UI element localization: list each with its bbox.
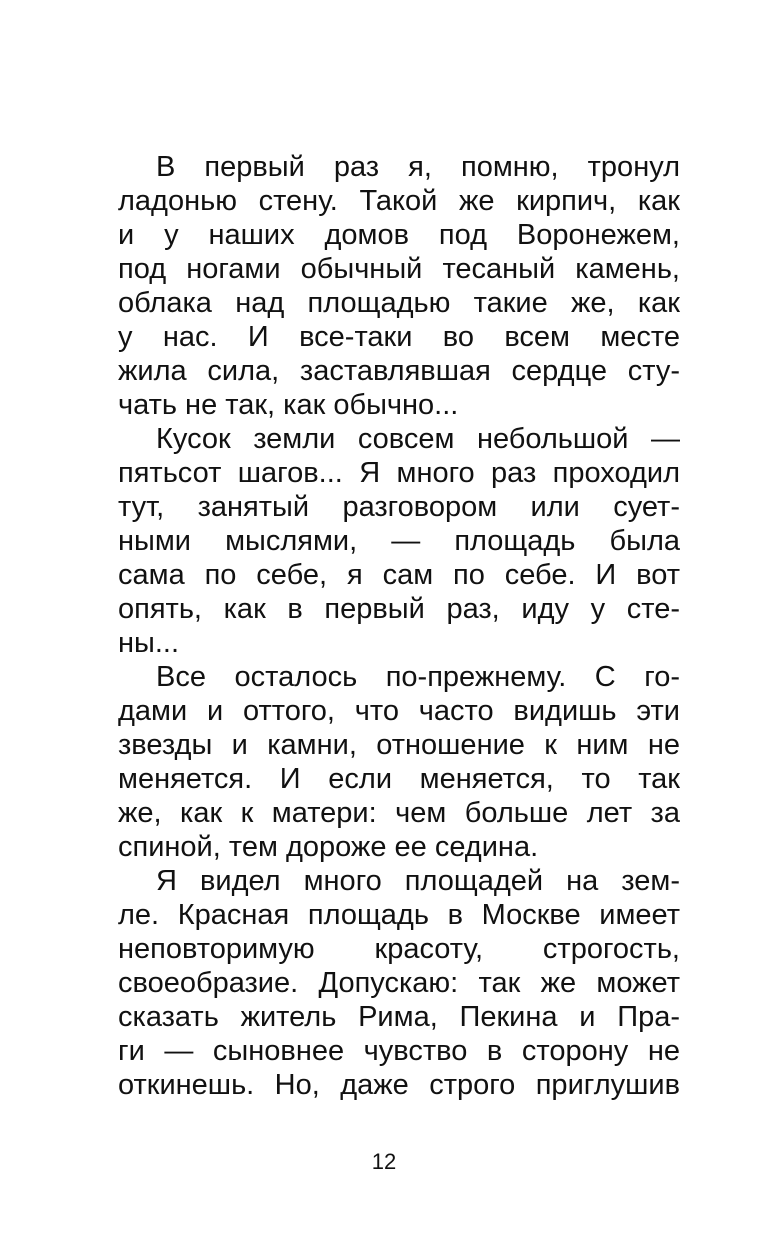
text-line: пятьсот шагов... Я много раз проходил: [118, 457, 680, 489]
text-line: ны...: [118, 627, 180, 659]
text-line: спиной, тем дороже ее седина.: [118, 831, 539, 863]
text-line: Я видел много площадей на зем-: [156, 865, 680, 897]
text-line: неповторимую красоту, строгость,: [118, 933, 680, 965]
text-line: звезды и камни, отношение к ним не: [118, 729, 680, 761]
text-line: у нас. И все-таки во всем месте: [118, 321, 680, 353]
page-number: 12: [371, 1149, 397, 1174]
text-line: своеобразие. Допускаю: так же может: [118, 967, 680, 999]
text-line: чать не так, как обычно...: [118, 389, 459, 421]
text-line: В первый раз я, помню, тронул: [156, 151, 680, 183]
body-text: [118, 150, 680, 1102]
text-line: сама по себе, я сам по себе. И вот: [118, 559, 680, 591]
text-line: откинешь. Но, даже строго приглушив: [118, 1069, 680, 1101]
text-line: жила сила, заставлявшая сердце сту-: [118, 355, 680, 387]
text-line: ладонью стену. Такой же кирпич, как: [118, 185, 680, 217]
text-line: меняется. И если меняется, то так: [118, 763, 680, 795]
text-line: Кусок земли совсем небольшой —: [156, 423, 680, 455]
text-line: опять, как в первый раз, иду у сте-: [118, 593, 680, 625]
text-line: сказать житель Рима, Пекина и Пра-: [118, 1001, 680, 1033]
text-line: Все осталось по-прежнему. С го-: [156, 661, 680, 693]
text-line: тут, занятый разговором или сует-: [118, 491, 680, 523]
text-line: под ногами обычный тесаный камень,: [118, 253, 680, 285]
text-line: и у наших домов под Воронежем,: [118, 219, 680, 251]
text-line: ле. Красная площадь в Москве имеет: [118, 899, 680, 931]
text-line: ными мыслями, — площадь была: [118, 525, 680, 557]
text-line: облака над площадью такие же, как: [118, 287, 680, 319]
text-line: ги — сыновнее чувство в сторону не: [118, 1035, 680, 1067]
text-line: дами и оттого, что часто видишь эти: [118, 695, 680, 727]
text-line: же, как к матери: чем больше лет за: [118, 797, 680, 829]
